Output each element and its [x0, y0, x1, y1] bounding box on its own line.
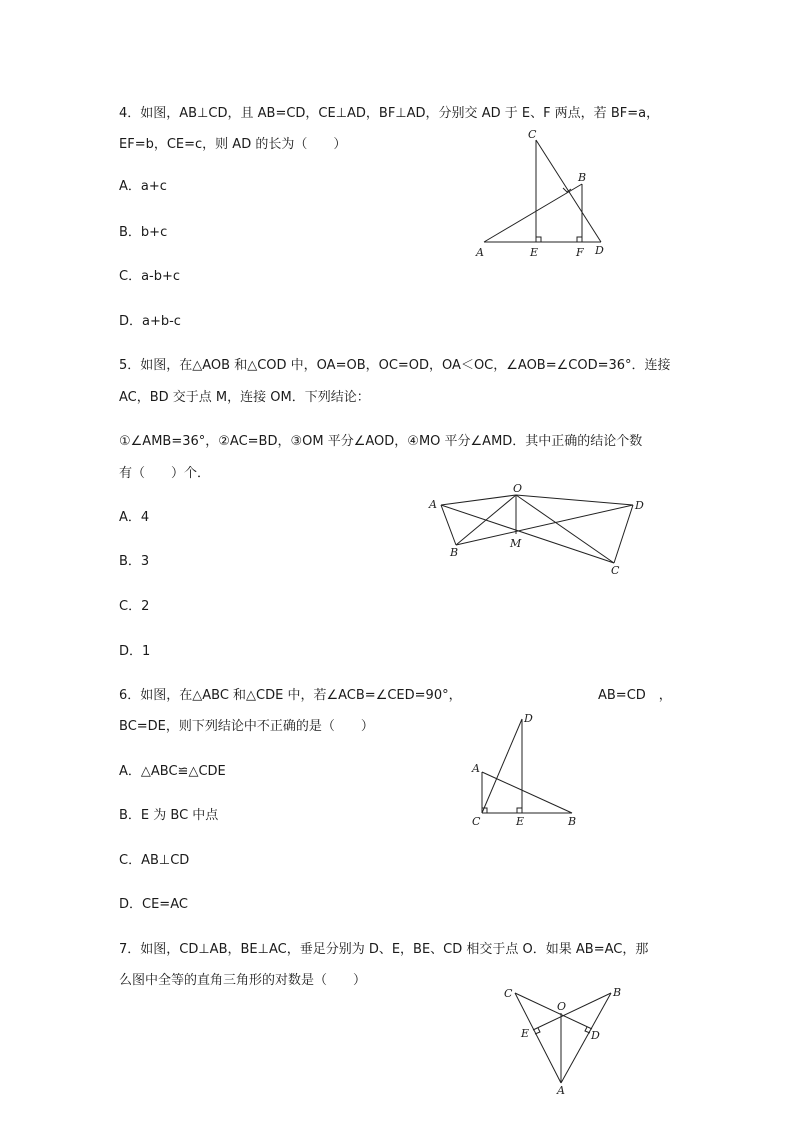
q4-option-d[interactable]: D．a+b-c: [119, 314, 181, 329]
q5-label-a: A: [429, 498, 437, 511]
q6-label-a: A: [472, 762, 480, 775]
q4-right-angle-e: [536, 237, 541, 242]
q7-seg-ab: [561, 993, 611, 1083]
q6-option-b[interactable]: B．E 为 BC 中点: [119, 808, 219, 823]
q5-seg-ab: [441, 505, 456, 545]
q5-stem-line1: 5．如图，在△AOB 和△COD 中，OA=OB，OC=OD，OA＜OC，∠AOB=∠COD=36°．连接: [119, 358, 671, 373]
q4-right-angle-f: [577, 237, 582, 242]
q7-stem-line1: 7．如图，CD⊥AB，BE⊥AC，垂足分别为 D、E，BE、CD 相交于点 O．如果 AB=AC，那: [119, 942, 649, 957]
q4-option-a[interactable]: A．a+c: [119, 179, 167, 194]
q5-label-m: M: [510, 537, 522, 550]
q5-label-c: C: [611, 564, 620, 577]
q6-label-e: E: [516, 815, 525, 828]
q5-seg-bd: [456, 505, 633, 545]
q4-label-d: D: [595, 244, 604, 257]
q7-label-e: E: [521, 1027, 530, 1040]
q7-stem-line2: 么图中全等的直角三角形的对数是（ ）: [119, 973, 367, 988]
q5-stem-line2: AC，BD 交于点 M，连接 OM．下列结论：: [119, 390, 370, 405]
q6-stem-line2: BC=DE，则下列结论中不正确的是（ ）: [119, 719, 374, 734]
q6-stem-line1b: AB=CD ，: [598, 688, 672, 703]
q7-seg-cd: [515, 993, 592, 1029]
q5-label-b: B: [450, 546, 459, 559]
q5-option-d[interactable]: D．1: [119, 644, 151, 659]
q7-seg-be: [533, 993, 611, 1030]
q6-right-angle-e: [517, 808, 522, 813]
q4-stem-line1: 4．如图，AB⊥CD，且 AB=CD，CE⊥AD，BF⊥AD，分别交 AD 于 E、F 两点，若 BF=a，: [119, 106, 660, 121]
q6-label-b: B: [568, 815, 577, 828]
q6-label-d: D: [524, 712, 533, 725]
q4-figure: [470, 125, 620, 265]
q7-label-a: A: [557, 1084, 565, 1097]
q4-stem-line2: EF=b，CE=c，则 AD 的长为（ ）: [119, 137, 347, 152]
q6-option-c[interactable]: C．AB⊥CD: [119, 853, 190, 868]
q5-option-c[interactable]: C．2: [119, 599, 150, 614]
q6-stem-line1a: 6．如图，在△ABC 和△CDE 中，若∠ACB=∠CED=90°，: [119, 688, 462, 703]
q6-label-c: C: [472, 815, 481, 828]
q4-option-b[interactable]: B．b+c: [119, 225, 168, 240]
q5-seg-od: [516, 495, 633, 505]
q5-option-b[interactable]: B．3: [119, 554, 150, 569]
q6-seg-cd: [482, 719, 522, 813]
q4-seg-ab: [484, 184, 582, 242]
q4-label-f: F: [576, 246, 584, 259]
q5-seg-dc: [614, 505, 633, 563]
q4-label-b: B: [578, 171, 587, 184]
q5-label-o: O: [513, 482, 523, 495]
q4-label-a: A: [476, 246, 484, 259]
q5-option-a[interactable]: A．4: [119, 510, 150, 525]
q4-label-e: E: [530, 246, 539, 259]
q4-option-c[interactable]: C．a-b+c: [119, 269, 181, 284]
q5-figure: [420, 480, 660, 580]
q7-label-b: B: [613, 986, 622, 999]
q6-option-a[interactable]: A．△ABC≌△CDE: [119, 764, 226, 779]
q5-seg-oc: [516, 495, 614, 563]
q4-label-c: C: [528, 128, 537, 141]
q7-label-d: D: [591, 1029, 600, 1042]
q7-label-o: O: [557, 1000, 567, 1013]
q7-figure: [495, 980, 635, 1100]
q5-label-d: D: [635, 499, 644, 512]
q5-stem-line4: 有（ ）个．: [119, 466, 211, 481]
q5-stem-line3: ①∠AMB=36°，②AC=BD，③OM 平分∠AOD，④MO 平分∠AMD．其中正确的结论个数: [119, 434, 643, 449]
q5-seg-oa: [441, 495, 516, 505]
q7-label-c: C: [504, 987, 513, 1000]
q5-seg-ac: [441, 505, 614, 563]
q6-seg-ab: [482, 772, 572, 813]
q6-option-d[interactable]: D．CE=AC: [119, 897, 188, 912]
q6-figure: [462, 705, 592, 835]
